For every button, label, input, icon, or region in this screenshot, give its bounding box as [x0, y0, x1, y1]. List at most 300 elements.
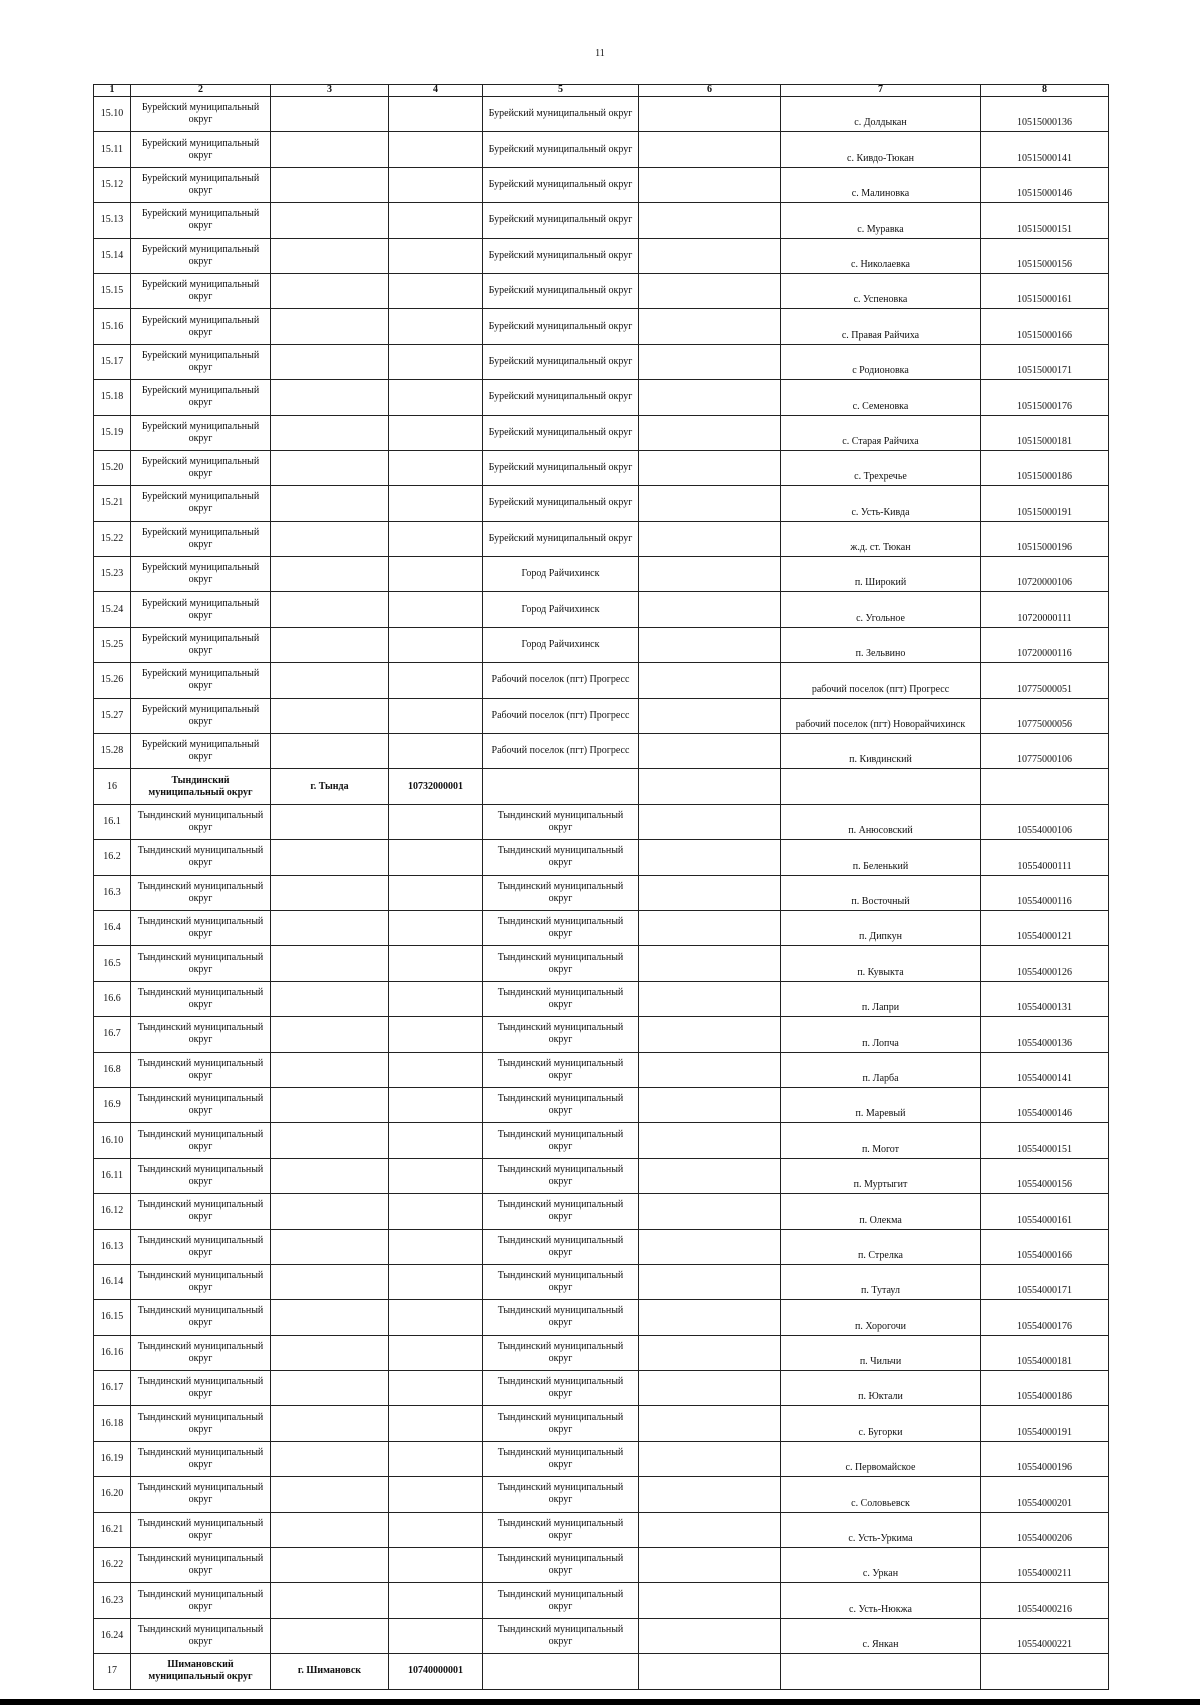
admin-center-code [389, 132, 483, 167]
table-row [94, 1512, 1109, 1547]
municipal-body: Тындинский муниципальный округ [483, 1335, 639, 1370]
table-row [94, 1371, 1109, 1406]
admin-center [271, 698, 389, 733]
column-6-cell [639, 203, 781, 238]
municipal-body: Бурейский муниципальный округ [483, 486, 639, 521]
column-6-cell [639, 238, 781, 273]
admin-center [271, 1441, 389, 1476]
column-6-cell [639, 309, 781, 344]
column-6-cell [639, 273, 781, 308]
row-number: 16.18 [94, 1406, 131, 1441]
column-number: 2 [131, 85, 271, 97]
settlement-name: п. Анюсовский [781, 804, 981, 839]
row-number: 16.16 [94, 1335, 131, 1370]
settlement-code: 10554000156 [981, 1158, 1109, 1193]
table-row [94, 238, 1109, 273]
municipality-name: Тындинский муниципальный округ [131, 1406, 271, 1441]
table-row [94, 1017, 1109, 1052]
municipality-name: Тындинский муниципальный округ [131, 1017, 271, 1052]
settlement-code: 10554000151 [981, 1123, 1109, 1158]
municipality-name: Тындинский муниципальный округ [131, 1441, 271, 1476]
municipal-body [483, 1654, 639, 1689]
admin-center [271, 1017, 389, 1052]
admin-center-code [389, 663, 483, 698]
row-number: 16 [94, 769, 131, 804]
column-6-cell [639, 97, 781, 132]
settlement-name: п. Дипкун [781, 910, 981, 945]
admin-center [271, 344, 389, 379]
settlement-code [981, 769, 1109, 804]
row-number: 15.13 [94, 203, 131, 238]
column-6-cell [639, 1158, 781, 1193]
row-number: 17 [94, 1654, 131, 1689]
settlement-code: 10515000136 [981, 97, 1109, 132]
table-row [94, 486, 1109, 521]
table-row [94, 1229, 1109, 1264]
column-6-cell [639, 1477, 781, 1512]
admin-center-code [389, 1017, 483, 1052]
row-number: 15.12 [94, 167, 131, 202]
settlement-name: п. Муртыгит [781, 1158, 981, 1193]
municipality-name: Тындинский муниципальный округ [131, 1229, 271, 1264]
municipality-name: Бурейский муниципальный округ [131, 627, 271, 662]
admin-center-code [389, 1123, 483, 1158]
settlement-code: 10775000106 [981, 734, 1109, 769]
admin-center-code [389, 1300, 483, 1335]
municipal-body: Тындинский муниципальный округ [483, 1264, 639, 1299]
settlement-name: п. Ларба [781, 1052, 981, 1087]
table-row [94, 1335, 1109, 1370]
column-6-cell [639, 1406, 781, 1441]
municipal-body: Тындинский муниципальный округ [483, 804, 639, 839]
settlement-name: рабочий поселок (пгт) Новорайчихинск [781, 698, 981, 733]
municipality-name: Тындинский муниципальный округ [131, 981, 271, 1016]
municipal-body: Город Райчихинск [483, 592, 639, 627]
admin-center [271, 875, 389, 910]
municipality-name: Бурейский муниципальный округ [131, 97, 271, 132]
row-number: 15.11 [94, 132, 131, 167]
municipality-name: Тындинский муниципальный округ [131, 1618, 271, 1653]
municipality-name: Бурейский муниципальный округ [131, 521, 271, 556]
municipal-body: Бурейский муниципальный округ [483, 450, 639, 485]
municipality-name: Бурейский муниципальный округ [131, 450, 271, 485]
row-number: 16.1 [94, 804, 131, 839]
row-number: 16.8 [94, 1052, 131, 1087]
admin-center-code [389, 627, 483, 662]
row-number: 16.10 [94, 1123, 131, 1158]
admin-center: г. Тында [271, 769, 389, 804]
settlement-code: 10554000136 [981, 1017, 1109, 1052]
admin-center-code [389, 1229, 483, 1264]
settlement-name: с. Угольное [781, 592, 981, 627]
table-row [94, 875, 1109, 910]
admin-center-code [389, 521, 483, 556]
table-row [94, 769, 1109, 804]
table-row [94, 557, 1109, 592]
column-6-cell [639, 840, 781, 875]
table-row [94, 415, 1109, 450]
admin-center-code [389, 1371, 483, 1406]
admin-center [271, 1052, 389, 1087]
admin-center [271, 1087, 389, 1122]
settlement-name: п. Маревый [781, 1087, 981, 1122]
table-row [94, 804, 1109, 839]
admin-center-code [389, 238, 483, 273]
admin-center-code [389, 946, 483, 981]
municipal-body: Тындинский муниципальный округ [483, 1371, 639, 1406]
row-number: 15.25 [94, 627, 131, 662]
table-row [94, 946, 1109, 981]
municipality-name: Тындинский муниципальный округ [131, 875, 271, 910]
column-6-cell [639, 132, 781, 167]
municipality-name: Тындинский муниципальный округ [131, 840, 271, 875]
admin-center [271, 1300, 389, 1335]
settlement-code: 10515000196 [981, 521, 1109, 556]
admin-center-code [389, 97, 483, 132]
municipal-body: Тындинский муниципальный округ [483, 840, 639, 875]
admin-center [271, 415, 389, 450]
settlement-code: 10554000186 [981, 1371, 1109, 1406]
settlement-name [781, 1654, 981, 1689]
table-row [94, 1548, 1109, 1583]
municipality-name: Бурейский муниципальный округ [131, 238, 271, 273]
settlement-name: п. Лапри [781, 981, 981, 1016]
page-number: 11 [595, 48, 605, 59]
column-6-cell [639, 1264, 781, 1299]
admin-center [271, 1477, 389, 1512]
admin-center-code [389, 1618, 483, 1653]
municipal-body: Тындинский муниципальный округ [483, 1158, 639, 1193]
municipality-name: Тындинский муниципальный округ [131, 1371, 271, 1406]
table-row [94, 1158, 1109, 1193]
admin-center-code [389, 309, 483, 344]
settlement-name: п. Широкий [781, 557, 981, 592]
settlement-name: с. Кивдо-Тюкан [781, 132, 981, 167]
municipal-body: Тындинский муниципальный округ [483, 1618, 639, 1653]
municipality-name: Тындинский муниципальный округ [131, 804, 271, 839]
municipal-body: Тындинский муниципальный округ [483, 1583, 639, 1618]
row-number: 16.9 [94, 1087, 131, 1122]
settlement-code: 10515000161 [981, 273, 1109, 308]
admin-center-code [389, 167, 483, 202]
settlement-code: 10554000141 [981, 1052, 1109, 1087]
admin-center-code [389, 875, 483, 910]
admin-center [271, 1194, 389, 1229]
municipality-name: Бурейский муниципальный округ [131, 344, 271, 379]
municipality-name: Тындинский муниципальный округ [131, 1158, 271, 1193]
table-row [94, 273, 1109, 308]
admin-center-code [389, 592, 483, 627]
table-row [94, 1441, 1109, 1476]
table-row [94, 981, 1109, 1016]
row-number: 16.22 [94, 1548, 131, 1583]
municipality-name: Тындинский муниципальный округ [131, 1512, 271, 1547]
column-number: 6 [639, 85, 781, 97]
settlement-name: с. Муравка [781, 203, 981, 238]
settlement-code: 10554000116 [981, 875, 1109, 910]
settlement-name: с. Успеновка [781, 273, 981, 308]
column-number-row [94, 85, 1109, 97]
settlement-code: 10554000201 [981, 1477, 1109, 1512]
settlement-name: с. Малиновка [781, 167, 981, 202]
column-6-cell [639, 875, 781, 910]
settlement-name: п. Восточный [781, 875, 981, 910]
column-6-cell [639, 910, 781, 945]
admin-center [271, 1229, 389, 1264]
municipal-body: Тындинский муниципальный округ [483, 1017, 639, 1052]
settlement-code: 10775000051 [981, 663, 1109, 698]
row-number: 16.12 [94, 1194, 131, 1229]
column-6-cell [639, 1335, 781, 1370]
settlement-code: 10515000151 [981, 203, 1109, 238]
row-number: 16.6 [94, 981, 131, 1016]
admin-center [271, 450, 389, 485]
municipal-registry-table [93, 84, 1109, 1690]
settlement-code: 10554000206 [981, 1512, 1109, 1547]
column-6-cell [639, 627, 781, 662]
municipality-name: Тындинский муниципальный округ [131, 1300, 271, 1335]
municipality-name: Тындинский муниципальный округ [131, 1477, 271, 1512]
row-number: 16.2 [94, 840, 131, 875]
settlement-code: 10554000106 [981, 804, 1109, 839]
column-number: 3 [271, 85, 389, 97]
table-row [94, 1406, 1109, 1441]
row-number: 15.17 [94, 344, 131, 379]
settlement-code: 10554000146 [981, 1087, 1109, 1122]
settlement-name: с. Трехречье [781, 450, 981, 485]
settlement-name: п. Кивдинский [781, 734, 981, 769]
municipal-body: Тындинский муниципальный округ [483, 1300, 639, 1335]
column-6-cell [639, 1548, 781, 1583]
settlement-name: с. Правая Райчиха [781, 309, 981, 344]
settlement-code: 10554000176 [981, 1300, 1109, 1335]
municipality-name: Бурейский муниципальный округ [131, 415, 271, 450]
admin-center [271, 663, 389, 698]
settlement-name: с. Усть-Кивда [781, 486, 981, 521]
table-row [94, 167, 1109, 202]
row-number: 16.24 [94, 1618, 131, 1653]
municipal-body: Тындинский муниципальный округ [483, 946, 639, 981]
settlement-code: 10554000166 [981, 1229, 1109, 1264]
municipal-body: Тындинский муниципальный округ [483, 1229, 639, 1264]
admin-center-code: 10740000001 [389, 1654, 483, 1689]
admin-center-code [389, 1158, 483, 1193]
settlement-code: 10515000181 [981, 415, 1109, 450]
settlement-code: 10554000211 [981, 1548, 1109, 1583]
settlement-name: с. Соловьевск [781, 1477, 981, 1512]
municipality-name: Бурейский муниципальный округ [131, 132, 271, 167]
table-row [94, 450, 1109, 485]
row-number: 16.4 [94, 910, 131, 945]
admin-center [271, 1548, 389, 1583]
row-number: 15.22 [94, 521, 131, 556]
table-row [94, 910, 1109, 945]
admin-center-code [389, 1477, 483, 1512]
admin-center-code [389, 698, 483, 733]
admin-center-code [389, 450, 483, 485]
admin-center [271, 910, 389, 945]
municipality-name: Тындинский муниципальный округ [131, 946, 271, 981]
municipal-body: Бурейский муниципальный округ [483, 309, 639, 344]
column-6-cell [639, 1017, 781, 1052]
municipality-name: Бурейский муниципальный округ [131, 380, 271, 415]
municipal-body: Тындинский муниципальный округ [483, 1441, 639, 1476]
admin-center [271, 804, 389, 839]
column-6-cell [639, 521, 781, 556]
municipal-body: Тындинский муниципальный округ [483, 1512, 639, 1547]
settlement-code: 10554000196 [981, 1441, 1109, 1476]
settlement-name: п. Чильчи [781, 1335, 981, 1370]
admin-center-code [389, 486, 483, 521]
settlement-code: 10554000216 [981, 1583, 1109, 1618]
municipal-body: Рабочий поселок (пгт) Прогресс [483, 734, 639, 769]
settlement-code: 10515000166 [981, 309, 1109, 344]
settlement-code: 10775000056 [981, 698, 1109, 733]
table-row [94, 1194, 1109, 1229]
admin-center [271, 521, 389, 556]
municipal-body: Бурейский муниципальный округ [483, 167, 639, 202]
municipal-body: Рабочий поселок (пгт) Прогресс [483, 698, 639, 733]
column-number: 7 [781, 85, 981, 97]
row-number: 15.23 [94, 557, 131, 592]
admin-center [271, 238, 389, 273]
settlement-name: с. Усть-Нюкжа [781, 1583, 981, 1618]
municipal-body: Бурейский муниципальный округ [483, 273, 639, 308]
column-6-cell [639, 1229, 781, 1264]
column-6-cell [639, 1512, 781, 1547]
row-number: 16.14 [94, 1264, 131, 1299]
admin-center-code [389, 804, 483, 839]
municipality-name: Тындинский муниципальный округ [131, 1583, 271, 1618]
column-6-cell [639, 1052, 781, 1087]
municipal-body: Бурейский муниципальный округ [483, 203, 639, 238]
column-6-cell [639, 734, 781, 769]
admin-center [271, 486, 389, 521]
row-number: 16.15 [94, 1300, 131, 1335]
column-6-cell [639, 1123, 781, 1158]
admin-center-code [389, 1441, 483, 1476]
admin-center-code [389, 203, 483, 238]
table-row [94, 1087, 1109, 1122]
column-6-cell [639, 1618, 781, 1653]
admin-center-code [389, 1512, 483, 1547]
municipality-name: Бурейский муниципальный округ [131, 734, 271, 769]
municipality-name: Бурейский муниципальный округ [131, 592, 271, 627]
admin-center-code: 10732000001 [389, 769, 483, 804]
table-row [94, 132, 1109, 167]
admin-center-code [389, 734, 483, 769]
settlement-code: 10515000146 [981, 167, 1109, 202]
admin-center-code [389, 557, 483, 592]
row-number: 16.17 [94, 1371, 131, 1406]
settlement-name: рабочий поселок (пгт) Прогресс [781, 663, 981, 698]
municipality-name: Бурейский муниципальный округ [131, 663, 271, 698]
settlement-code: 10554000181 [981, 1335, 1109, 1370]
settlement-name: с. Долдыкан [781, 97, 981, 132]
admin-center [271, 946, 389, 981]
admin-center [271, 592, 389, 627]
row-number: 15.10 [94, 97, 131, 132]
row-number: 16.3 [94, 875, 131, 910]
column-number: 1 [94, 85, 131, 97]
table-row [94, 840, 1109, 875]
municipality-name: Шимановский муниципальный округ [131, 1654, 271, 1689]
column-6-cell [639, 380, 781, 415]
admin-center [271, 840, 389, 875]
admin-center-code [389, 1052, 483, 1087]
municipality-name: Тындинский муниципальный округ [131, 1123, 271, 1158]
row-number: 16.19 [94, 1441, 131, 1476]
admin-center [271, 97, 389, 132]
table-row [94, 521, 1109, 556]
column-6-cell [639, 663, 781, 698]
settlement-name: п. Юктали [781, 1371, 981, 1406]
municipality-name: Бурейский муниципальный округ [131, 273, 271, 308]
municipality-name: Бурейский муниципальный округ [131, 486, 271, 521]
column-6-cell [639, 1194, 781, 1229]
admin-center-code [389, 380, 483, 415]
table-row [94, 1052, 1109, 1087]
settlement-code: 10720000106 [981, 557, 1109, 592]
column-6-cell [639, 698, 781, 733]
municipality-name: Бурейский муниципальный округ [131, 698, 271, 733]
table-row [94, 592, 1109, 627]
settlement-name: с. Бугорки [781, 1406, 981, 1441]
row-number: 15.19 [94, 415, 131, 450]
municipality-name: Бурейский муниципальный округ [131, 167, 271, 202]
admin-center [271, 1406, 389, 1441]
municipality-name: Бурейский муниципальный округ [131, 557, 271, 592]
admin-center-code [389, 1194, 483, 1229]
column-6-cell [639, 769, 781, 804]
settlement-name: с. Семеновка [781, 380, 981, 415]
table-row [94, 1123, 1109, 1158]
row-number: 16.13 [94, 1229, 131, 1264]
table-row [94, 1300, 1109, 1335]
row-number: 15.20 [94, 450, 131, 485]
row-number: 15.28 [94, 734, 131, 769]
row-number: 16.20 [94, 1477, 131, 1512]
settlement-name: с. Первомайское [781, 1441, 981, 1476]
admin-center [271, 167, 389, 202]
admin-center-code [389, 415, 483, 450]
column-6-cell [639, 804, 781, 839]
municipal-body: Тындинский муниципальный округ [483, 1052, 639, 1087]
table-row [94, 309, 1109, 344]
municipal-body: Тындинский муниципальный округ [483, 1194, 639, 1229]
admin-center [271, 1335, 389, 1370]
settlement-code: 10554000131 [981, 981, 1109, 1016]
settlement-name: с. Янкан [781, 1618, 981, 1653]
column-6-cell [639, 486, 781, 521]
row-number: 16.21 [94, 1512, 131, 1547]
admin-center-code [389, 1335, 483, 1370]
table-row [94, 1583, 1109, 1618]
settlement-name: п. Хорогочи [781, 1300, 981, 1335]
municipal-body: Тындинский муниципальный округ [483, 1477, 639, 1512]
row-number: 15.18 [94, 380, 131, 415]
settlement-code [981, 1654, 1109, 1689]
column-6-cell [639, 1583, 781, 1618]
table-row [94, 698, 1109, 733]
table-row [94, 1477, 1109, 1512]
municipal-body: Тындинский муниципальный округ [483, 1087, 639, 1122]
admin-center [271, 627, 389, 662]
municipal-body: Тындинский муниципальный округ [483, 875, 639, 910]
municipality-name: Тындинский муниципальный округ [131, 1194, 271, 1229]
settlement-name [781, 769, 981, 804]
admin-center-code [389, 1087, 483, 1122]
